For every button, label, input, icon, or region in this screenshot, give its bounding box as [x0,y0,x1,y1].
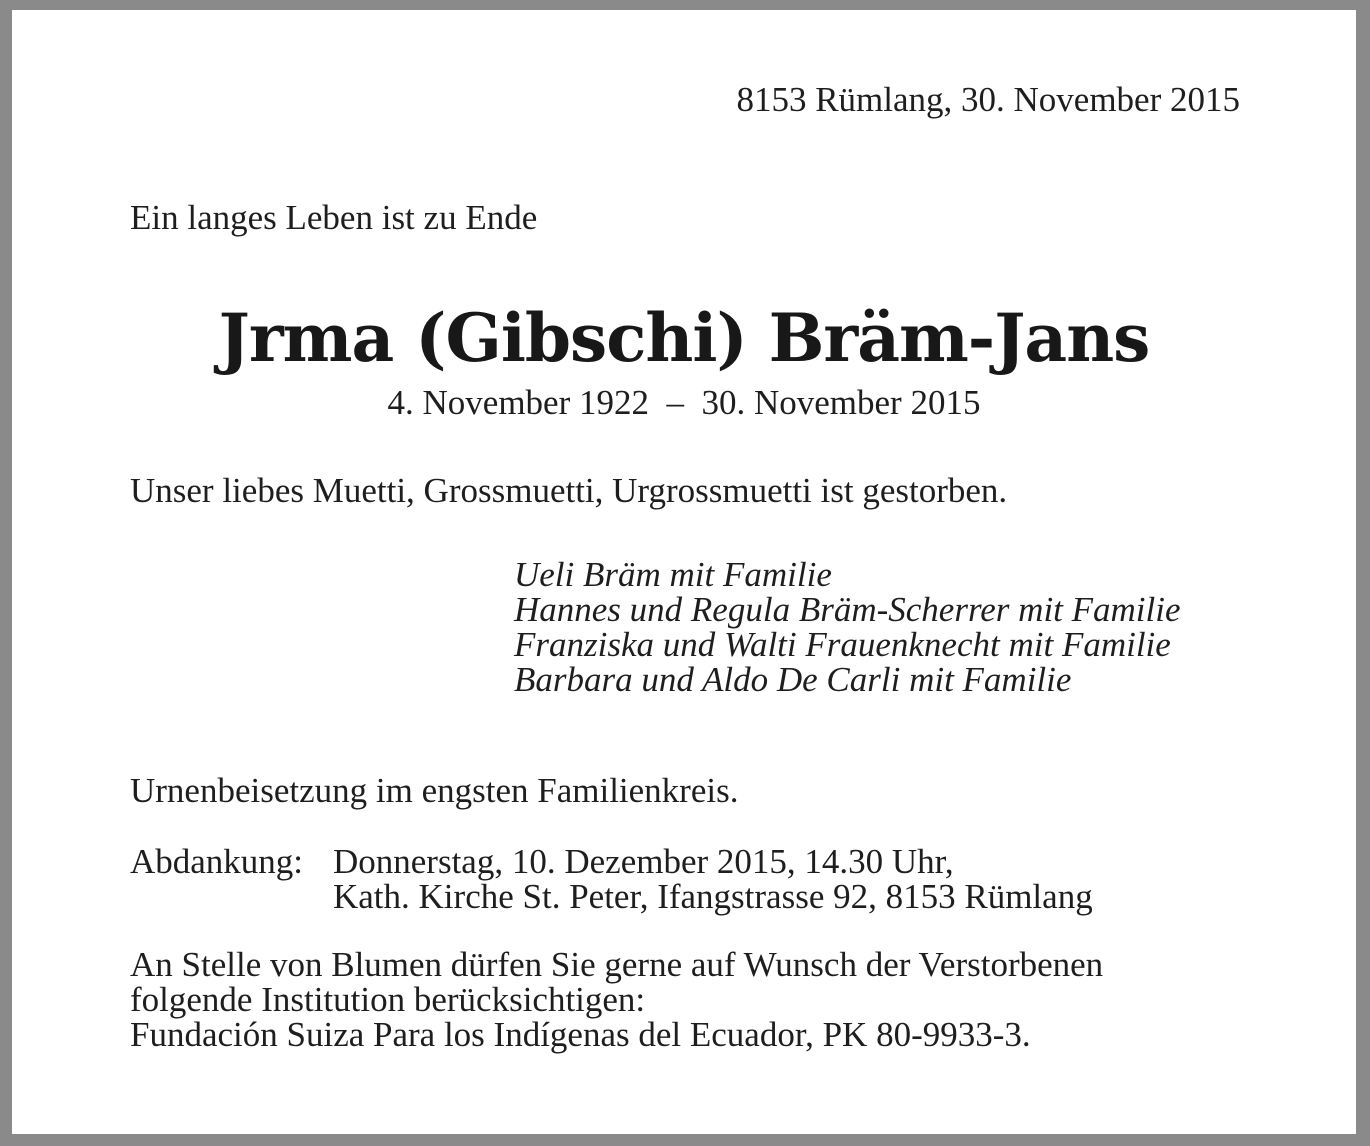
donation-line: folgende Institution berücksichtigen: [130,980,646,1019]
donation-line: An Stelle von Blumen dürfen Sie gerne auf Wunsch der Verstorbenen [130,945,1104,984]
donation-note [130,947,1103,1052]
mourner-line: Ueli Bräm mit Familie [514,555,832,594]
service-date: Donnerstag, 10. Dezember 2015, 14.30 Uhr, [333,842,954,881]
announcement: Unser liebes Muetti, Grossmuetti, Urgrossmuetti ist gestorben. [130,471,1008,510]
mourner-line: Barbara und Aldo De Carli mit Familie [514,660,1072,699]
mourner-line: Hannes und Regula Bräm-Scherrer mit Familie [514,590,1181,629]
mourners-list [514,557,1181,697]
donation-line: Fundación Suiza Para los Indígenas del Ecuador, PK 80-9933-3. [130,1015,1031,1054]
deceased-name: Jrma (Gibschi) Bräm-Jans [218,299,1150,377]
obituary-page [12,10,1356,1134]
service-label: Abdankung: [130,842,304,881]
intro-line: Ein langes Leben ist zu Ende [130,198,538,237]
service-location: Kath. Kirche St. Peter, Ifangstrasse 92, 8153 Rümlang [333,877,1093,916]
mourner-line: Franziska und Walti Frauenknecht mit Familie [514,625,1171,664]
life-dates: 4. November 1922 – 30. November 2015 [387,383,981,422]
burial-note: Urnenbeisetzung im engsten Familienkreis. [130,771,739,810]
place-date: 8153 Rümlang, 30. November 2015 [736,80,1240,119]
